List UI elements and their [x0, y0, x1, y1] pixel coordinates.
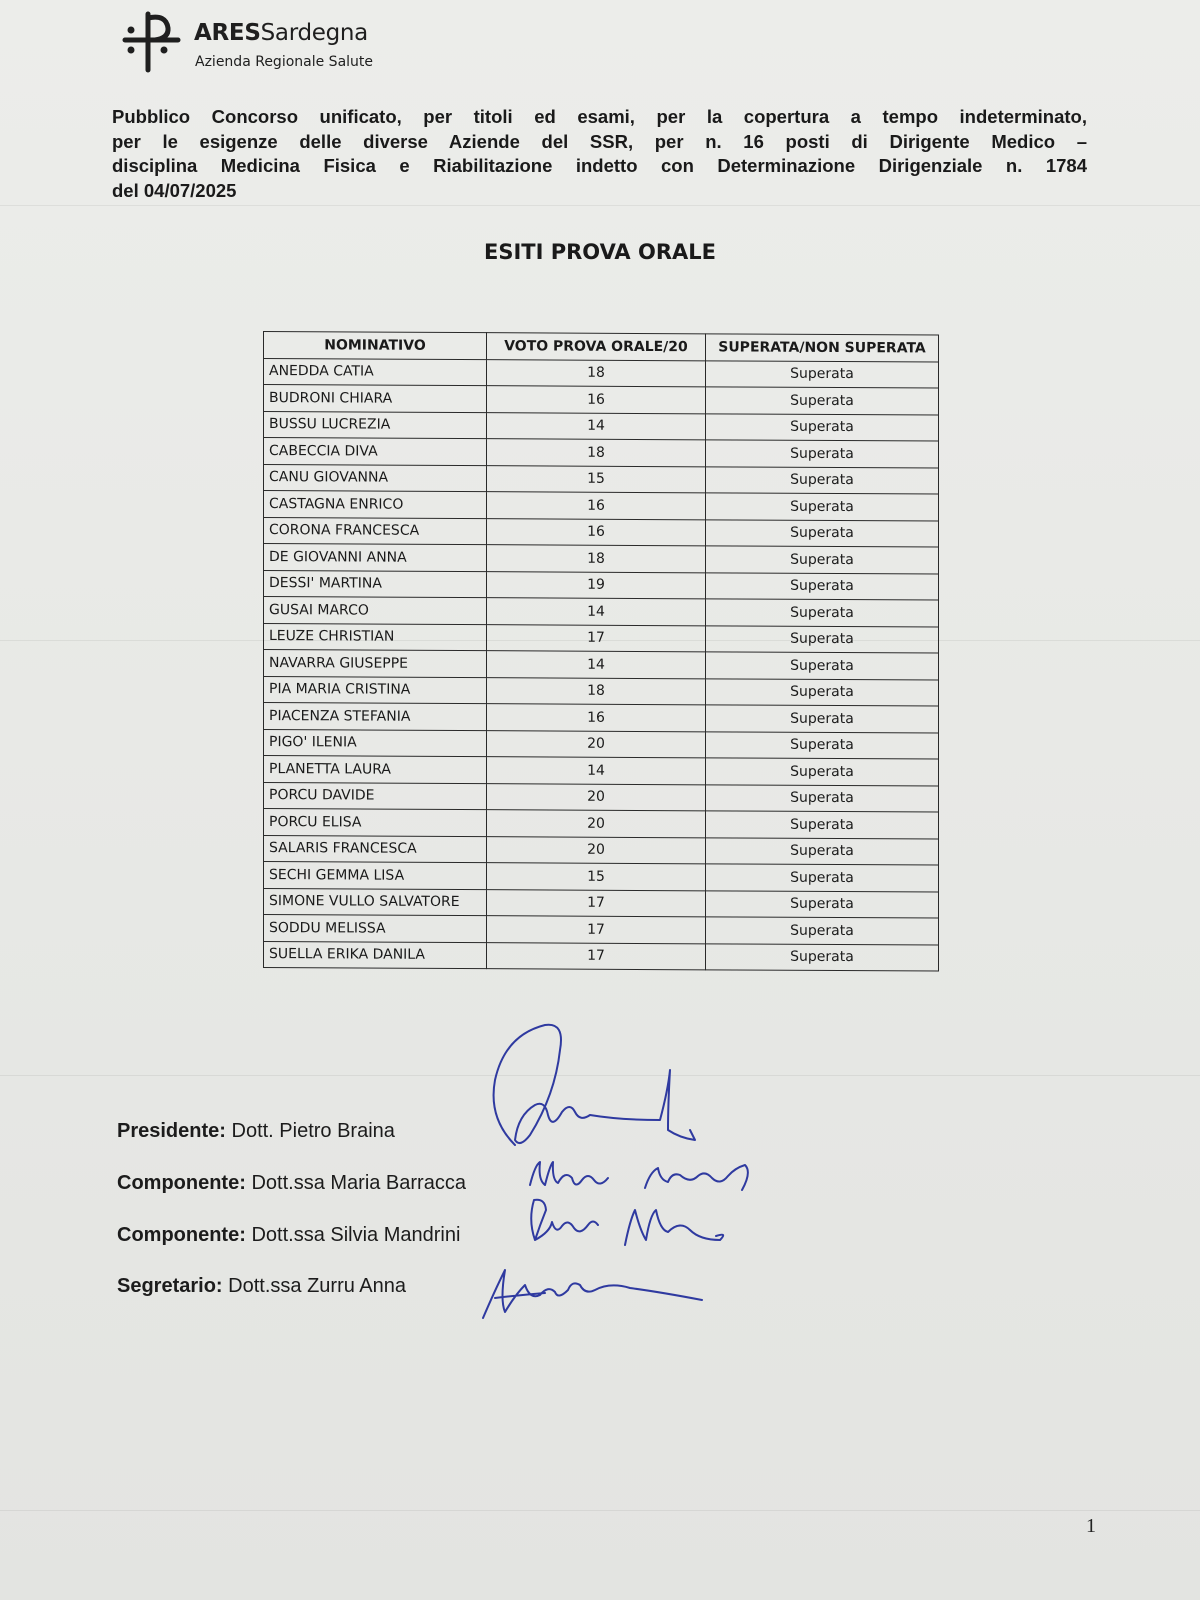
candidate-name-cell: CORONA FRANCESCA [264, 517, 487, 545]
table-row [264, 915, 939, 945]
oral-vote-cell: 16 [487, 386, 706, 414]
table-row [264, 809, 939, 839]
oral-vote-cell: 18 [487, 359, 706, 387]
candidate-name-cell: PIGO' ILENIA [264, 729, 487, 757]
column-header-name: NOMINATIVO [264, 332, 487, 360]
table-row [264, 729, 939, 759]
outcome-cell: Superata [706, 546, 939, 574]
commission-member [117, 1275, 406, 1298]
oral-exam-results-table [263, 331, 939, 972]
oral-vote-cell: 14 [487, 651, 706, 679]
signature-secretary [483, 1270, 702, 1318]
oral-vote-cell: 14 [487, 757, 706, 785]
outcome-cell: Superata [706, 758, 939, 786]
column-header-outcome: SUPERATA/NON SUPERATA [706, 334, 939, 362]
outcome-cell: Superata [706, 599, 939, 627]
table-row [264, 756, 939, 786]
table-row [264, 597, 939, 627]
candidate-name-cell: ANEDDA CATIA [264, 358, 487, 386]
outcome-cell: Superata [706, 625, 939, 653]
commission-role: Componente: [117, 1172, 246, 1194]
commission-name: Dott. Pietro Braina [231, 1120, 395, 1142]
paper-fold-line [0, 1075, 1200, 1076]
commission-role: Presidente: [117, 1120, 226, 1142]
outcome-cell: Superata [706, 413, 939, 441]
outcome-cell: Superata [706, 652, 939, 680]
candidate-name-cell: SALARIS FRANCESCA [264, 835, 487, 863]
commission-member [117, 1120, 395, 1143]
oral-vote-cell: 16 [487, 518, 706, 546]
outcome-cell: Superata [706, 731, 939, 759]
results-title: ESITI PROVA ORALE [484, 240, 716, 264]
table-row [264, 703, 939, 733]
table-row [264, 941, 939, 971]
outcome-cell: Superata [706, 811, 939, 839]
candidate-name-cell: LEUZE CHRISTIAN [264, 623, 487, 651]
oral-vote-cell: 17 [487, 889, 706, 917]
table-row [264, 517, 939, 547]
outcome-cell: Superata [706, 466, 939, 494]
page-number: 1 [1086, 1515, 1096, 1537]
heading-line: disciplina Medicina Fisica e Riabilitazione indetto con Determinazione Dirigenziale n. 1784 [112, 155, 1087, 176]
candidate-name-cell: CABECCIA DIVA [264, 438, 487, 466]
outcome-cell: Superata [706, 784, 939, 812]
candidate-name-cell: NAVARRA GIUSEPPE [264, 650, 487, 678]
brand-subtitle: Azienda Regionale Salute [195, 54, 374, 70]
outcome-cell: Superata [706, 493, 939, 521]
candidate-name-cell: DESSI' MARTINA [264, 570, 487, 598]
brand-name: ARESSardegna [194, 20, 368, 46]
oral-vote-cell: 17 [487, 942, 706, 970]
table-row [264, 835, 939, 865]
candidate-name-cell: PIA MARIA CRISTINA [264, 676, 487, 704]
table-row [264, 862, 939, 892]
outcome-cell: Superata [706, 572, 939, 600]
table-row [264, 464, 939, 494]
outcome-cell: Superata [706, 890, 939, 918]
oral-vote-cell: 17 [487, 916, 706, 944]
ares-cross-icon [122, 10, 188, 74]
competition-heading [112, 105, 1087, 203]
candidate-name-cell: SUELLA ERIKA DANILA [264, 941, 487, 969]
table-body [264, 358, 939, 971]
heading-line: Pubblico Concorso unificato, per titoli ed esami, per la copertura a tempo indeterminato, [112, 106, 1087, 127]
oral-vote-cell: 19 [487, 571, 706, 599]
table-row [264, 782, 939, 812]
candidate-name-cell: PIACENZA STEFANIA [264, 703, 487, 731]
commission-member [117, 1224, 460, 1247]
candidate-name-cell: SODDU MELISSA [264, 915, 487, 943]
table-row [264, 544, 939, 574]
signature-component-2 [531, 1200, 723, 1245]
candidate-name-cell: PORCU DAVIDE [264, 782, 487, 810]
commission-name: Dott.ssa Maria Barracca [251, 1172, 466, 1194]
table-row [264, 623, 939, 653]
table-row [264, 358, 939, 388]
oral-vote-cell: 18 [487, 545, 706, 573]
outcome-cell: Superata [706, 705, 939, 733]
table-row [264, 438, 939, 468]
outcome-cell: Superata [706, 440, 939, 468]
oral-vote-cell: 20 [487, 810, 706, 838]
heading-line: per le esigenze delle diverse Aziende del SSR, per n. 16 posti di Dirigente Medico – [112, 130, 1087, 152]
candidate-name-cell: SECHI GEMMA LISA [264, 862, 487, 890]
outcome-cell: Superata [706, 360, 939, 388]
commission-name: Dott.ssa Zurru Anna [228, 1275, 407, 1297]
table-row [264, 385, 939, 415]
table-row [264, 676, 939, 706]
candidate-name-cell: PLANETTA LAURA [264, 756, 487, 784]
column-header-vote: VOTO PROVA ORALE/20 [487, 333, 706, 361]
commission-role: Segretario: [117, 1275, 223, 1297]
candidate-name-cell: CASTAGNA ENRICO [264, 491, 487, 519]
outcome-cell: Superata [706, 943, 939, 971]
signature-president [494, 1025, 695, 1145]
oral-vote-cell: 15 [487, 465, 706, 493]
oral-vote-cell: 16 [487, 492, 706, 520]
oral-vote-cell: 20 [487, 836, 706, 864]
candidate-name-cell: BUDRONI CHIARA [264, 385, 487, 413]
table-row [264, 411, 939, 441]
oral-vote-cell: 15 [487, 863, 706, 891]
candidate-name-cell: BUSSU LUCREZIA [264, 411, 487, 439]
outcome-cell: Superata [706, 519, 939, 547]
table-row [264, 650, 939, 680]
oral-vote-cell: 16 [487, 704, 706, 732]
ares-logo [122, 10, 372, 74]
candidate-name-cell: PORCU ELISA [264, 809, 487, 837]
outcome-cell: Superata [706, 387, 939, 415]
signature-component-1 [530, 1162, 748, 1190]
outcome-cell: Superata [706, 678, 939, 706]
table-row [264, 570, 939, 600]
candidate-name-cell: GUSAI MARCO [264, 597, 487, 625]
oral-vote-cell: 18 [487, 677, 706, 705]
heading-line: del 04/07/2025 [112, 179, 237, 201]
candidate-name-cell: CANU GIOVANNA [264, 464, 487, 492]
commission-member [117, 1172, 466, 1195]
commission-name: Dott.ssa Silvia Mandrini [251, 1224, 461, 1246]
commission-role: Componente: [117, 1224, 246, 1246]
table-row [264, 888, 939, 918]
outcome-cell: Superata [706, 837, 939, 865]
table-header-row [264, 332, 939, 362]
oral-vote-cell: 17 [487, 624, 706, 652]
candidate-name-cell: DE GIOVANNI ANNA [264, 544, 487, 572]
oral-vote-cell: 20 [487, 730, 706, 758]
outcome-cell: Superata [706, 917, 939, 945]
oral-vote-cell: 20 [487, 783, 706, 811]
oral-vote-cell: 14 [487, 412, 706, 440]
outcome-cell: Superata [706, 864, 939, 892]
table-row [264, 491, 939, 521]
candidate-name-cell: SIMONE VULLO SALVATORE [264, 888, 487, 916]
paper-fold-line [0, 205, 1200, 206]
oral-vote-cell: 14 [487, 598, 706, 626]
paper-fold-line [0, 1510, 1200, 1511]
oral-vote-cell: 18 [487, 439, 706, 467]
